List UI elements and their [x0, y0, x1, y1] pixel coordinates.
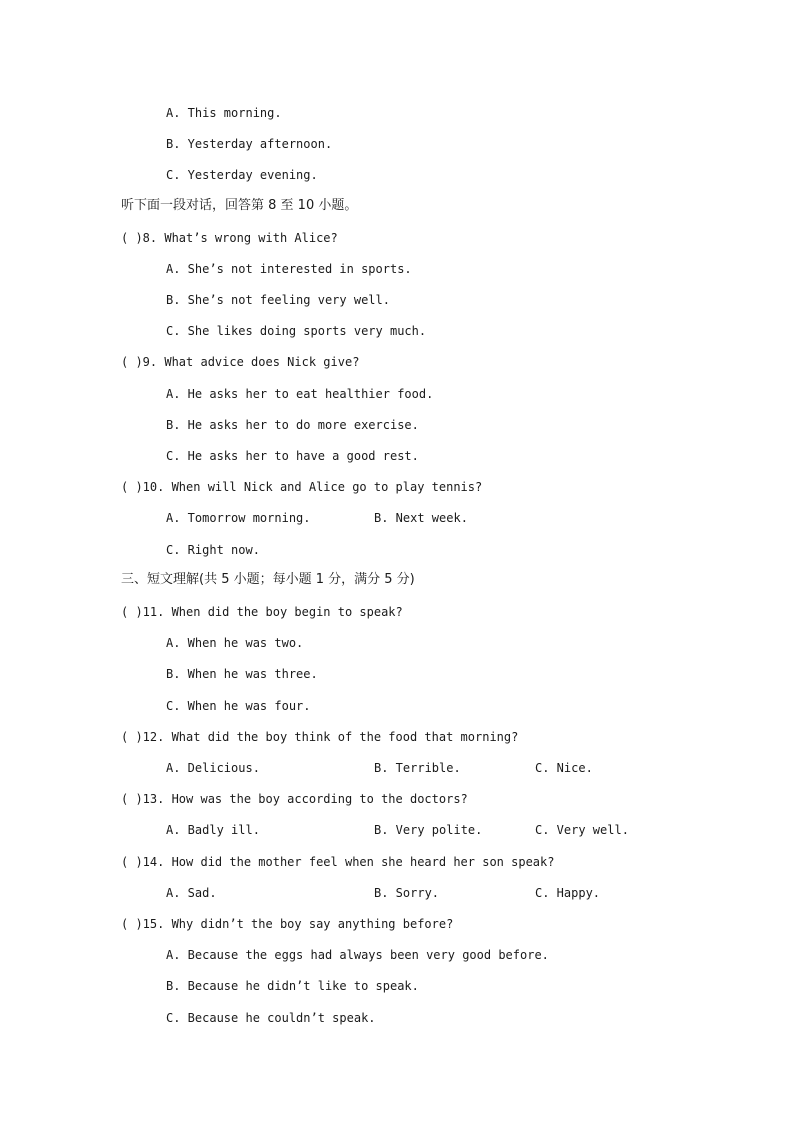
- q10-option-b: B. Next week.: [374, 511, 468, 525]
- q9-option-a: A. He asks her to eat healthier food.: [166, 387, 434, 401]
- q9-option-b: B. He asks her to do more exercise.: [166, 418, 419, 432]
- question-15: ( )15. Why didn’t the boy say anything before?: [121, 917, 454, 931]
- q10-option-a: A. Tomorrow morning.: [166, 511, 311, 525]
- q15-option-b: B. Because he didn’t like to speak.: [166, 979, 419, 993]
- instruction-8-10: 听下面一段对话，回答第 8 至 10 小题。: [121, 198, 358, 213]
- q10-option-c: C. Right now.: [166, 543, 260, 557]
- q14-option-b: B. Sorry.: [374, 886, 440, 900]
- q15-option-a: A. Because the eggs had always been very good before.: [166, 948, 549, 962]
- q12-option-b: B. Terrible.: [374, 761, 461, 775]
- q11-option-b: B. When he was three.: [166, 667, 318, 681]
- question-9: ( )9. What advice does Nick give?: [121, 355, 360, 369]
- q12-option-a: A. Delicious.: [166, 761, 260, 775]
- q7-option-a: A. This morning.: [166, 106, 282, 120]
- section-3-title: 三、短文理解(共 5 小题；每小题 1 分，满分 5 分): [121, 572, 415, 587]
- question-8: ( )8. What’s wrong with Alice?: [121, 231, 338, 245]
- question-11: ( )11. When did the boy begin to speak?: [121, 605, 403, 619]
- question-10: ( )10. When will Nick and Alice go to play tennis?: [121, 480, 483, 494]
- q11-option-a: A. When he was two.: [166, 636, 304, 650]
- q14-option-c: C. Happy.: [535, 886, 601, 900]
- q9-option-c: C. He asks her to have a good rest.: [166, 449, 419, 463]
- q7-option-c: C. Yesterday evening.: [166, 168, 318, 182]
- q8-option-a: A. She’s not interested in sports.: [166, 262, 412, 276]
- question-14: ( )14. How did the mother feel when she heard her son speak?: [121, 855, 555, 869]
- q7-option-b: B. Yesterday afternoon.: [166, 137, 333, 151]
- q13-option-b: B. Very polite.: [374, 823, 483, 837]
- question-12: ( )12. What did the boy think of the food that morning?: [121, 730, 519, 744]
- q15-option-c: C. Because he couldn’t speak.: [166, 1011, 376, 1025]
- q8-option-c: C. She likes doing sports very much.: [166, 324, 427, 338]
- q11-option-c: C. When he was four.: [166, 699, 311, 713]
- q14-option-a: A. Sad.: [166, 886, 217, 900]
- question-13: ( )13. How was the boy according to the doctors?: [121, 792, 468, 806]
- q8-option-b: B. She’s not feeling very well.: [166, 293, 390, 307]
- q13-option-c: C. Very well.: [535, 823, 629, 837]
- q12-option-c: C. Nice.: [535, 761, 593, 775]
- q13-option-a: A. Badly ill.: [166, 823, 260, 837]
